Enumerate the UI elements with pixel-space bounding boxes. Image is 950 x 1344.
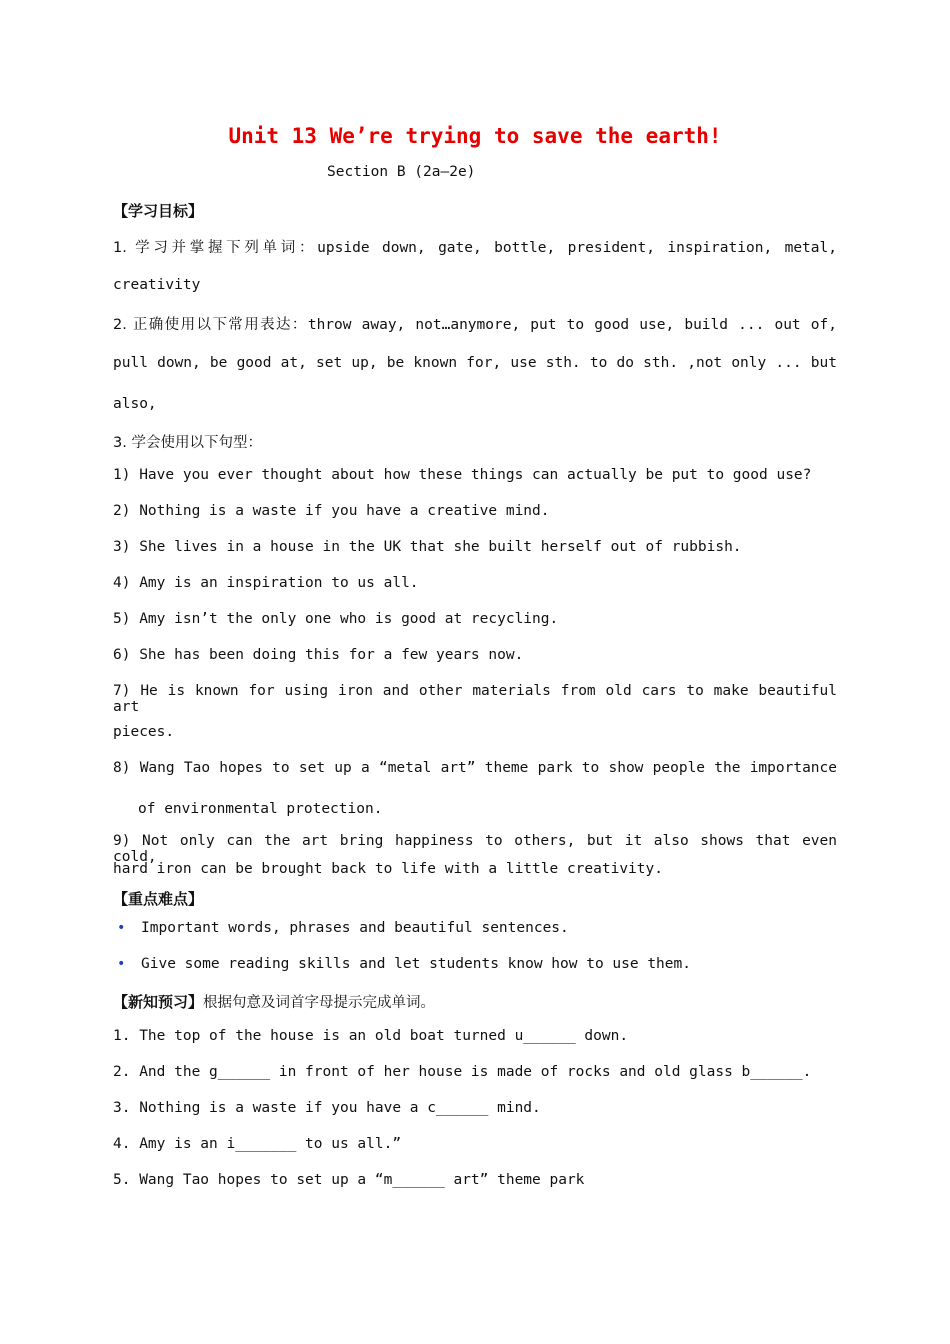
key-point-2 bbox=[113, 956, 837, 972]
objective-1 bbox=[113, 236, 837, 257]
page-title: Unit 13 We’re trying to save the earth! bbox=[228, 124, 722, 148]
preview-instruction: 根据句意及词首字母提示完成单词。 bbox=[203, 995, 436, 1011]
key-point-1-text: Important words, phrases and beautiful sentences. bbox=[141, 920, 569, 936]
sentence-9-cont: hard iron can be brought back to life with a little creativity. bbox=[113, 861, 663, 877]
sentence-7: 7) He is known for using iron and other materials from old cars to make beautiful art bbox=[113, 683, 837, 715]
key-point-2-text: Give some reading skills and let students know how to use them. bbox=[141, 956, 691, 972]
sentence-6: 6) She has been doing this for a few years now. bbox=[113, 647, 524, 663]
sentence-9: 9) Not only can the art bring happiness to others, but it also shows that even cold, bbox=[113, 833, 837, 865]
preview-item-2: 2. And the g______ in front of her house is made of rocks and old glass b______. bbox=[113, 1064, 812, 1080]
bullet-icon: • bbox=[117, 956, 126, 972]
sentence-1: 1) Have you ever thought about how these things can actually be put to good use? bbox=[113, 467, 812, 483]
preview-heading: 【新知预习】 bbox=[113, 993, 204, 1011]
preview-item-4: 4. Amy is an i_______ to us all.” bbox=[113, 1136, 402, 1152]
objective-2 bbox=[113, 313, 837, 334]
objectives-heading: 【学习目标】 bbox=[113, 202, 204, 220]
sentence-4: 4) Amy is an inspiration to us all. bbox=[113, 575, 419, 591]
bullet-icon: • bbox=[117, 920, 126, 936]
key-point-1 bbox=[113, 920, 837, 936]
objective-2-cont1: pull down, be good at, set up, be known for, use sth. to do sth. ,not only ... but bbox=[113, 355, 837, 371]
objective-3: 3. 学会使用以下句型： bbox=[113, 435, 262, 451]
section-subtitle: Section B (2a—2e) bbox=[327, 164, 476, 180]
preview-item-5: 5. Wang Tao hopes to set up a “m______ art” theme park bbox=[113, 1172, 585, 1188]
objective-1-label: 1. 学习并掌握下列单词： bbox=[113, 240, 318, 256]
preview-item-1: 1. The top of the house is an old boat turned u______ down. bbox=[113, 1028, 629, 1044]
sentence-8-cont: of environmental protection. bbox=[138, 801, 383, 817]
sentence-5: 5) Amy isn’t the only one who is good at recycling. bbox=[113, 611, 559, 627]
sentence-7-cont: pieces. bbox=[113, 724, 175, 740]
key-points-heading: 【重点难点】 bbox=[113, 890, 204, 908]
sentence-8: 8) Wang Tao hopes to set up a “metal art” theme park to show people the importance bbox=[113, 760, 837, 776]
sentence-2: 2) Nothing is a waste if you have a creative mind. bbox=[113, 503, 550, 519]
objective-1-words: upside down, gate, bottle, president, inspiration, metal, bbox=[317, 240, 837, 256]
sentence-3: 3) She lives in a house in the UK that she built herself out of rubbish. bbox=[113, 539, 742, 555]
objective-2-label: 2. 正确使用以下常用表达： bbox=[113, 317, 308, 333]
preview-heading-line bbox=[113, 991, 837, 1012]
preview-item-3: 3. Nothing is a waste if you have a c______ mind. bbox=[113, 1100, 541, 1116]
objective-1-cont: creativity bbox=[113, 277, 201, 293]
objective-2-text: throw away, not…anymore, put to good use, build ... out of, bbox=[307, 317, 837, 333]
objective-2-cont2: also, bbox=[113, 396, 157, 412]
